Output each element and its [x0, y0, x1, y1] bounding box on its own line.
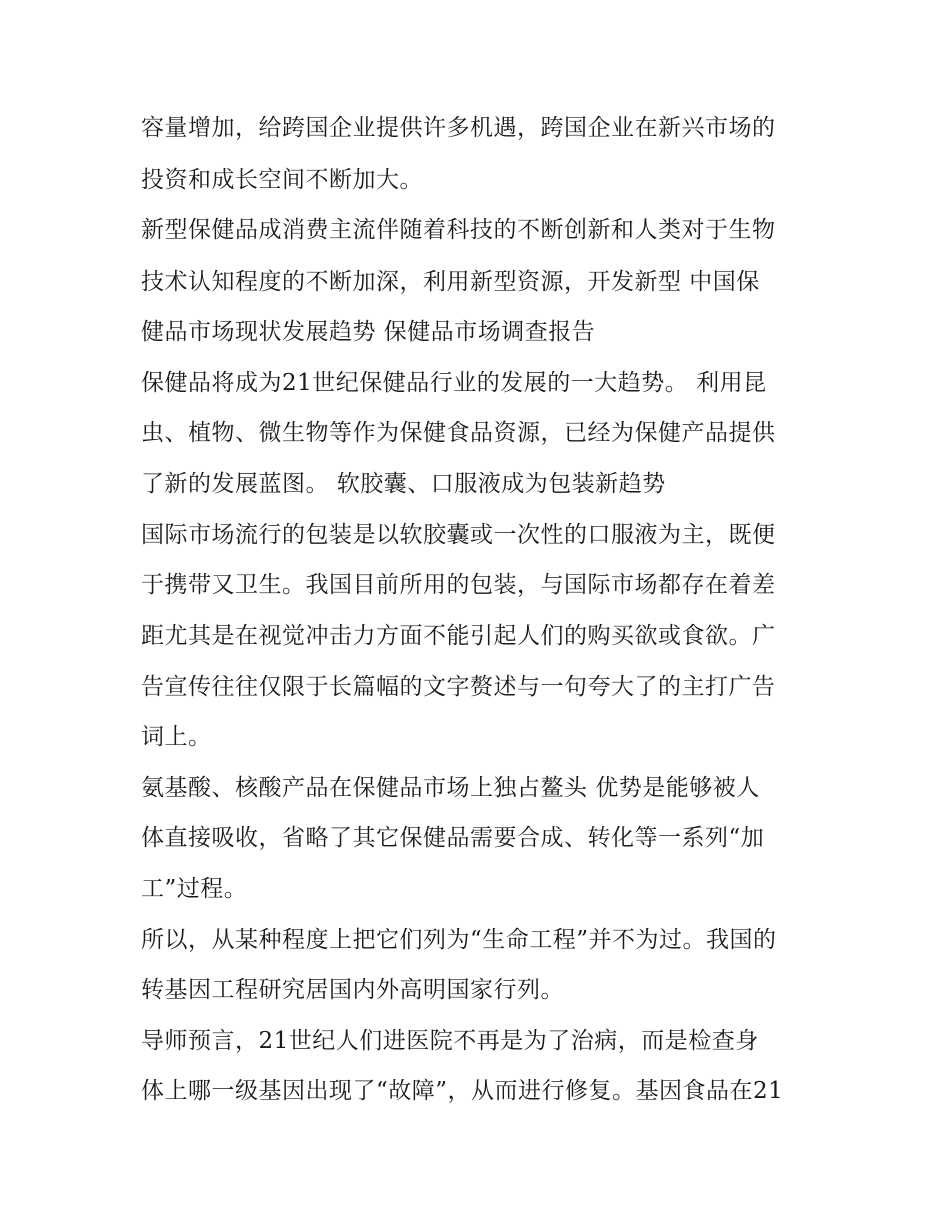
text-line: 导师预言，21世纪人们进医院不再是为了治病，而是检查身	[141, 1028, 759, 1054]
text-line: 新型保健品成消费主流伴随着科技的不断创新和人类对于生物	[141, 217, 776, 243]
text-line: 于携带又卫生。我国目前所用的包装，与国际市场都存在着差	[141, 572, 776, 598]
text-line: 国际市场流行的包装是以软胶囊或一次性的口服液为主，既便	[141, 522, 776, 548]
text-line: 工”过程。	[141, 876, 248, 902]
text-line: 词上。	[141, 724, 212, 750]
text-line: 体上哪一级基因出现了“故障”，从而进行修复。基因食品在21	[141, 1078, 784, 1104]
text-line: 保健品将成为21世纪保健品行业的发展的一大趋势。 利用昆	[141, 370, 767, 396]
text-line: 技术认知程度的不断加深，利用新型资源，开发新型 中国保	[141, 269, 760, 295]
text-line: 投资和成长空间不断加大。	[141, 167, 423, 193]
text-line: 虫、植物、微生物等作为保健食品资源，已经为保健产品提供	[141, 420, 776, 446]
text-line: 健品市场现状发展趋势 保健品市场调查报告	[141, 319, 596, 345]
text-line: 容量增加，给跨国企业提供许多机遇，跨国企业在新兴市场的	[141, 115, 776, 141]
text-line: 距尤其是在视觉冲击力方面不能引起人们的购买欲或食欲。广	[141, 623, 776, 649]
text-line: 氨基酸、核酸产品在保健品市场上独占鳌头 优势是能够被人	[141, 775, 760, 801]
text-line: 体直接吸收，省略了其它保健品需要合成、转化等一系列“加	[141, 825, 765, 851]
text-line: 转基因工程研究居国内外高明国家行列。	[141, 977, 564, 1003]
text-line: 了新的发展蓝图。 软胶囊、口服液成为包装新趋势	[141, 471, 666, 497]
text-line: 告宣传往往仅限于长篇幅的文字赘述与一句夸大了的主打广告	[141, 674, 776, 700]
text-line: 所以，从某种程度上把它们列为“生命工程”并不为过。我国的	[141, 927, 777, 953]
